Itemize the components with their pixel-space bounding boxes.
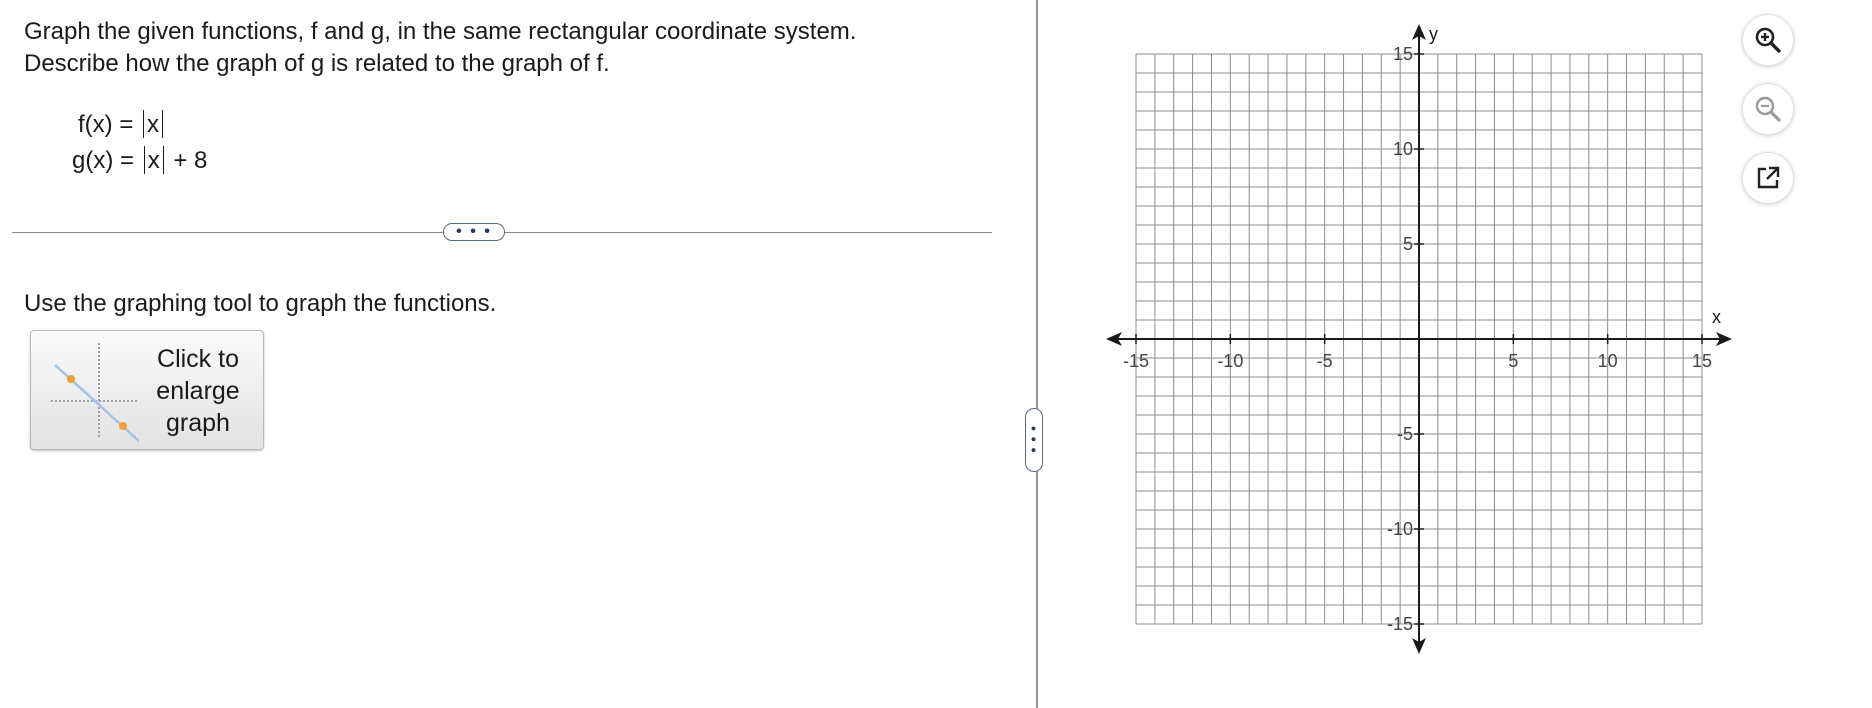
pane-resize-handle[interactable] bbox=[1025, 408, 1043, 472]
x-tick-label: 10 bbox=[1597, 351, 1618, 371]
pane-handle-dots: • • • bbox=[1026, 426, 1042, 454]
zoom-in-icon bbox=[1753, 25, 1783, 55]
y-tick-label: 15 bbox=[1392, 44, 1413, 64]
coordinate-graph[interactable] bbox=[1090, 18, 1750, 668]
pane-divider[interactable] bbox=[1036, 0, 1038, 708]
x-tick-label: -10 bbox=[1217, 351, 1244, 371]
abs-bar-right bbox=[163, 146, 164, 174]
x-tick-label: 5 bbox=[1508, 351, 1519, 371]
f-var: x bbox=[147, 111, 160, 138]
question-line-1: Graph the given functions, f and g, in the same rectangular coordinate system. bbox=[24, 18, 857, 45]
y-axis-label: y bbox=[1429, 24, 1438, 44]
y-tick-label: 5 bbox=[1402, 234, 1413, 254]
instruction-text: Use the graphing tool to graph the functions. bbox=[24, 290, 497, 317]
zoom-out-button[interactable] bbox=[1742, 83, 1794, 135]
abs-bar-left bbox=[143, 110, 144, 138]
f-label: f(x) = bbox=[78, 111, 134, 138]
zoom-in-button[interactable] bbox=[1742, 14, 1794, 66]
y-tick-label: -10 bbox=[1386, 519, 1413, 539]
question-text bbox=[24, 16, 856, 80]
equation-f bbox=[78, 110, 166, 139]
abs-bar-right bbox=[162, 110, 163, 138]
y-tick-label: 10 bbox=[1392, 139, 1413, 159]
enlarge-label-line-3: graph bbox=[166, 409, 230, 437]
axes bbox=[1106, 24, 1732, 654]
question-line-2: Describe how the graph of g is related to the graph of f. bbox=[24, 50, 610, 77]
x-tick-label: 15 bbox=[1691, 351, 1713, 371]
popout-icon bbox=[1754, 164, 1782, 192]
enlarge-graph-button[interactable] bbox=[30, 330, 264, 450]
x-tick-label: -5 bbox=[1316, 351, 1333, 371]
y-tick-label: -5 bbox=[1396, 424, 1413, 444]
show-more-button[interactable]: • • • bbox=[443, 223, 505, 241]
x-axis-label: x bbox=[1712, 307, 1721, 327]
enlarge-label-line-2: enlarge bbox=[156, 377, 240, 405]
g-var: x bbox=[147, 147, 160, 174]
equation-g bbox=[72, 146, 207, 175]
graph-thumbnail-icon bbox=[39, 339, 139, 443]
g-label: g(x) = bbox=[72, 147, 135, 174]
abs-bar-left bbox=[144, 146, 145, 174]
x-tick-label: -15 bbox=[1122, 351, 1150, 371]
zoom-out-icon bbox=[1753, 94, 1783, 124]
popout-button[interactable] bbox=[1742, 152, 1794, 204]
g-tail: + 8 bbox=[173, 147, 208, 174]
enlarge-label-line-1: Click to bbox=[157, 345, 239, 373]
enlarge-graph-label bbox=[143, 343, 253, 439]
y-tick-label: -15 bbox=[1386, 614, 1413, 634]
